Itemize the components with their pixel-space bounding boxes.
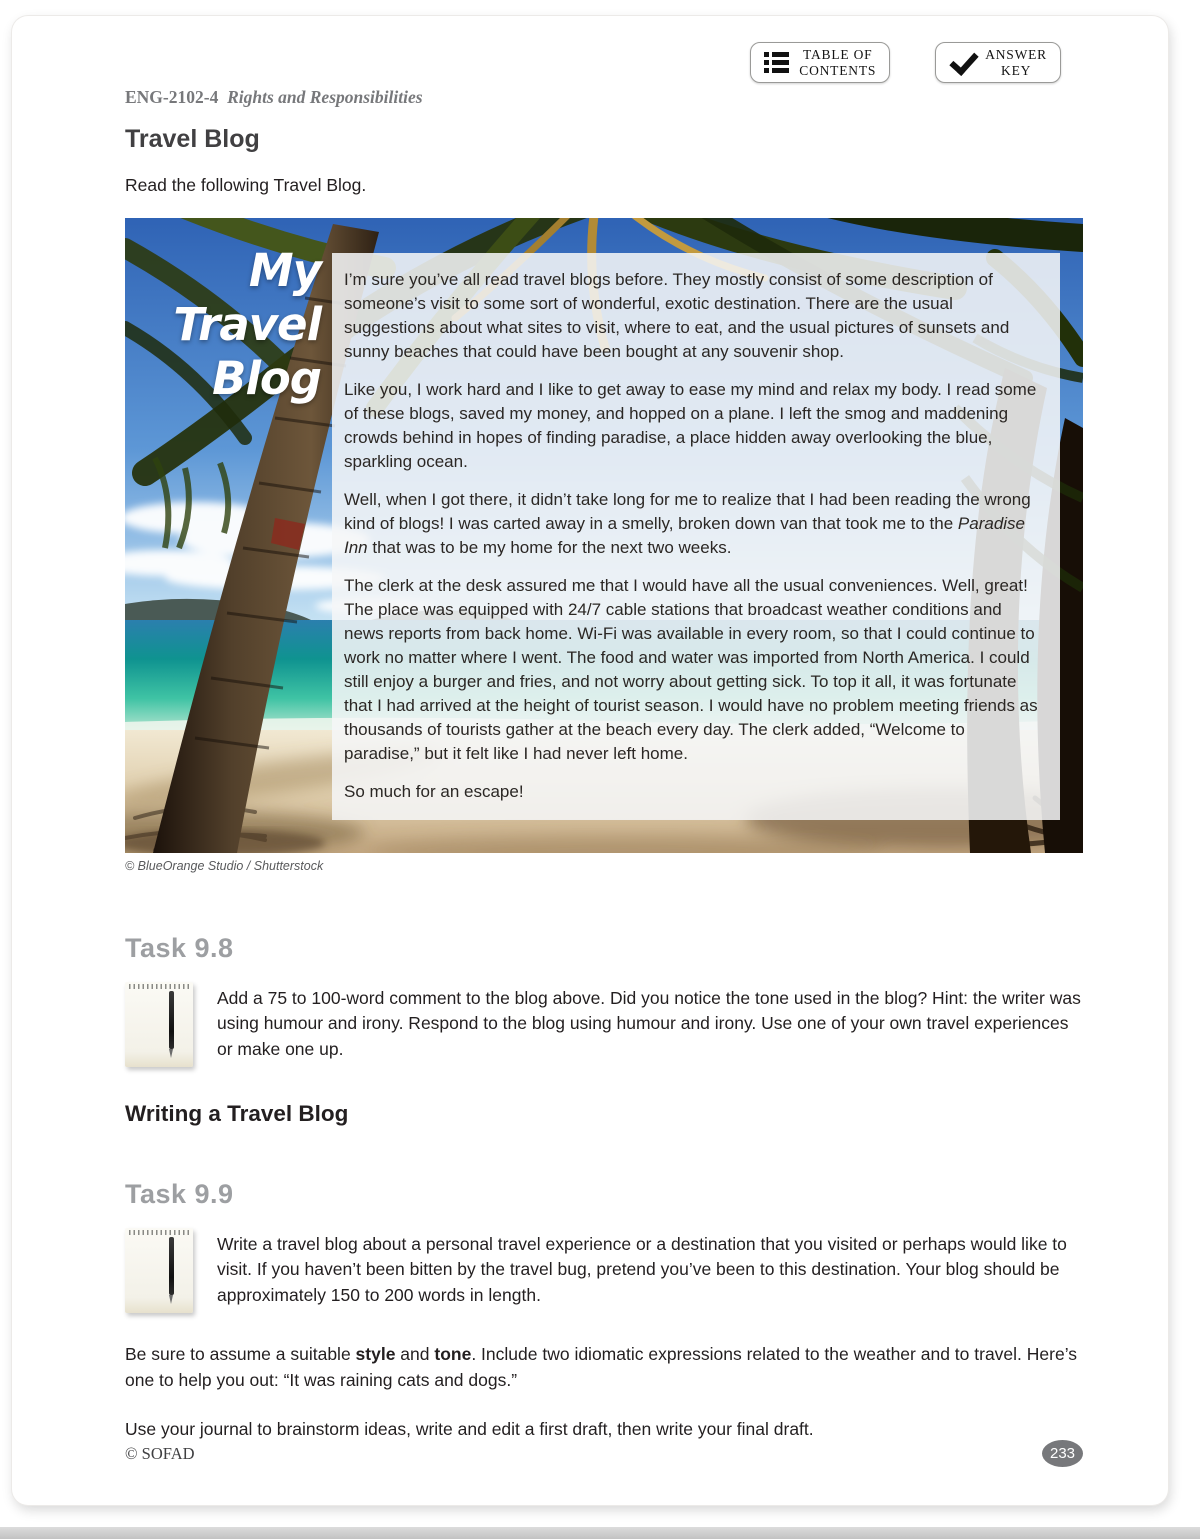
photo-credit: © BlueOrange Studio / Shutterstock xyxy=(125,859,324,873)
page-number-badge: 233 xyxy=(1042,1440,1083,1467)
task-9-8-text: Add a 75 to 100-word comment to the blog above. Did you notice the tone used in the blog? Hint: the writer was using humour and irony. Respond to the blog using humour and irony. Use one of your own travel experiences or make one up. xyxy=(217,988,1081,1059)
blog-paragraph: I’m sure you’ve all read travel blogs before. They mostly consist of some description of someone’s visit to some sort of wonderful, exotic destination. There are the usual suggestions about what sites to visit, where to eat, and the usual pictures of sunsets and sunny beaches that could have been bought at any souvenir shop. xyxy=(344,270,1010,361)
notepad-icon xyxy=(125,1228,193,1313)
task-9-9-text: Write a travel blog about a personal travel experience or a destination that you visited or perhaps would like to visit. If you haven’t been bitten by the travel bug, pretend you’ve been to this destination. Your blog should be approximately 150 to 200 words in length. xyxy=(217,1234,1067,1305)
table-of-contents-button[interactable] xyxy=(750,42,890,83)
pen-icon xyxy=(169,991,174,1049)
nav-buttons xyxy=(750,42,1061,83)
page-content xyxy=(12,16,1168,1505)
checkmark-icon xyxy=(949,55,975,71)
blog-paragraph: So much for an escape! xyxy=(344,782,524,801)
answer-key-button[interactable] xyxy=(935,42,1061,83)
course-heading xyxy=(125,87,423,108)
travel-blog-photo xyxy=(125,218,1083,853)
intro-text: Read the following Travel Blog. xyxy=(125,175,367,195)
blog-paragraph: The clerk at the desk assured me that I would have all the usual conveniences. Well, great! The place was equipped with 24/7 cable stations that broadcast weather conditions and news reports from back home. Wi-Fi was available in every room, so that I could continue to work no matter where I went. The food and water was imported from North America. I could still enjoy a burger and fries, and not worry about getting sick. To top it all, it was fortunate that I had arrived at the height of tourist season. I would have no problem meeting friends as thousands of tourists gather at the beach every day. The clerk added, “Welcome to paradise,” but it felt like I had never left home. xyxy=(344,576,1038,763)
task-9-8-row xyxy=(125,982,1083,1067)
publisher-copyright: © SOFAD xyxy=(125,1443,195,1463)
list-icon xyxy=(764,52,789,73)
window-bottom-edge xyxy=(0,1527,1200,1539)
answer-key-label: ANSWER KEY xyxy=(985,46,1047,78)
pen-icon xyxy=(169,1237,174,1295)
course-title: Rights and Responsibilities xyxy=(227,87,423,107)
task-9-9-row xyxy=(125,1228,1083,1313)
table-of-contents-label: TABLE OF CONTENTS xyxy=(799,46,877,78)
task-9-9-title: Task 9.9 xyxy=(125,1179,234,1209)
notepad-icon xyxy=(125,982,193,1067)
subheading-writing-travel-blog: Writing a Travel Blog xyxy=(125,1101,349,1126)
blog-logo-text: My Travel Blog xyxy=(173,244,321,405)
page-header xyxy=(125,42,1083,107)
task-9-8-title: Task 9.8 xyxy=(125,933,234,963)
blog-text-panel xyxy=(332,253,1060,820)
paradise-inn-italic: Paradise Inn xyxy=(344,514,1026,557)
style-tone-note: Be sure to assume a suitable style and tone. Include two idiomatic expressions related to the weather and to travel. Here’s one to help you out: “It was raining cats and dogs.” xyxy=(125,1344,1078,1391)
section-title: Travel Blog xyxy=(125,125,260,153)
page-footer xyxy=(125,1440,1083,1467)
workbook-page xyxy=(12,16,1168,1505)
blog-paragraph: Like you, I work hard and I like to get away to ease my mind and relax my body. I read some of these blogs, saved my money, and hopped on a plane. I left the smog and maddening crowds behind in hopes of finding paradise, a place hidden away overlooking the blue, sparkling ocean. xyxy=(344,380,1037,471)
course-code: ENG-2102-4 xyxy=(125,87,219,107)
journal-note: Use your journal to brainstorm ideas, write and edit a first draft, then write your final draft. xyxy=(125,1418,814,1439)
blog-paragraph: Well, when I got there, it didn’t take long for me to realize that I had been reading the wrong kind of blogs! I was carted away in a smelly, broken down van that took me to the Paradise Inn that was to be my home for the next two weeks. xyxy=(344,490,1031,557)
